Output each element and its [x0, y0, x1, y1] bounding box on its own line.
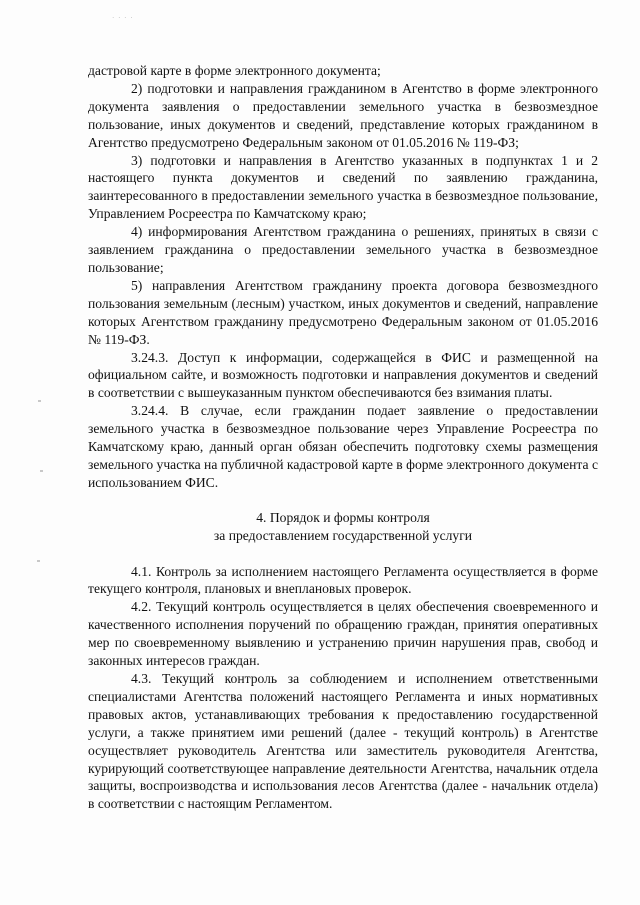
paragraph-item-4: 4) информирования Агентством гражданина о решениях, принятых в связи с заявлением гражданина о предоставлении земельного участка в безвозмездное пользование;	[88, 224, 598, 275]
paragraph-3-24-4: 3.24.4. В случае, если гражданин подает заявление о предоставлении земельного участка в безвозмездное пользование через Управление Росреестра по Камчатскому краю, данный орган обязан обеспечить подготовку схемы размещения земельного участка на публичной кадастровой карте в форме электронного документа с использованием ФИС.	[88, 403, 598, 490]
section-heading-line-2: за предоставлением государственной услуги	[213, 527, 473, 543]
document-body	[88, 62, 598, 813]
scan-artifact: · · · ·	[112, 14, 134, 22]
paragraph-item-2: 2) подготовки и направления гражданином в Агентство в форме электронного документа заявления о предоставлении земельного участка в безвозмездное пользование, иных документов и сведений, представление которых гражданином в Агентство предусмотрено Федеральным законом от 01.05.2016 № 119-ФЗ;	[88, 80, 598, 150]
paragraph-item-3: 3) подготовки и направления в Агентство указанных в подпунктах 1 и 2 настоящего пункта документов и сведений по заявлению гражданина, заинтересованного в предоставлении земельного участка в безвозмездное пользование, Управлением Росреестра по Камчатскому краю;	[88, 152, 598, 222]
paragraph-4-1: 4.1. Контроль за исполнением настоящего Регламента осуществляется в форме текущего контроля, плановых и внеплановых проверок.	[88, 563, 598, 597]
paragraph-item-5: 5) направления Агентством гражданину проекта договора безвозмездного пользования земельным (лесным) участком, иных документов и сведений, направление которых Агентством гражданину предусмотрено Федеральным законом от 01.05.2016 № 119-ФЗ.	[88, 277, 598, 347]
paragraph-4-3: 4.3. Текущий контроль за соблюдением и исполнением ответственными специалистами Агентства положений настоящего Регламента и иных нормативных правовых актов, устанавливающих требования к предоставлению государственной услуги, а также принятием ими решений (далее - текущий контроль) в Агентстве осуществляет руководитель Агентства или заместитель руководителя Агентства, курирующий соответствующее направление деятельности Агентства, начальник отдела защиты, воспроизводства и использования лесов Агентства (далее - начальник отдела) в соответствии с настоящим Регламентом.	[88, 671, 598, 812]
paragraph-3-24-3: 3.24.3. Доступ к информации, содержащейся в ФИС и размещенной на официальном сайте, и возможность подготовки и направления документов и сведений в соответствии с вышеуказанным пунктом обеспечиваются без взимания платы.	[88, 349, 598, 401]
spacer	[88, 492, 598, 509]
section-heading-line-1: 4. Порядок и формы контроля	[256, 509, 430, 525]
paragraph-continuation: дастровой карте в форме электронного документа;	[88, 63, 381, 78]
margin-speck	[37, 560, 40, 562]
spacer	[88, 545, 598, 563]
margin-speck	[38, 400, 41, 402]
margin-speck	[40, 470, 43, 472]
paragraph-4-2: 4.2. Текущий контроль осуществляется в целях обеспечения своевременного и качественного исполнения поручений по обращению граждан, принятия оперативных мер по своевременному выявлению и устранению причин нарушения прав, свобод и законных интересов граждан.	[88, 599, 598, 669]
